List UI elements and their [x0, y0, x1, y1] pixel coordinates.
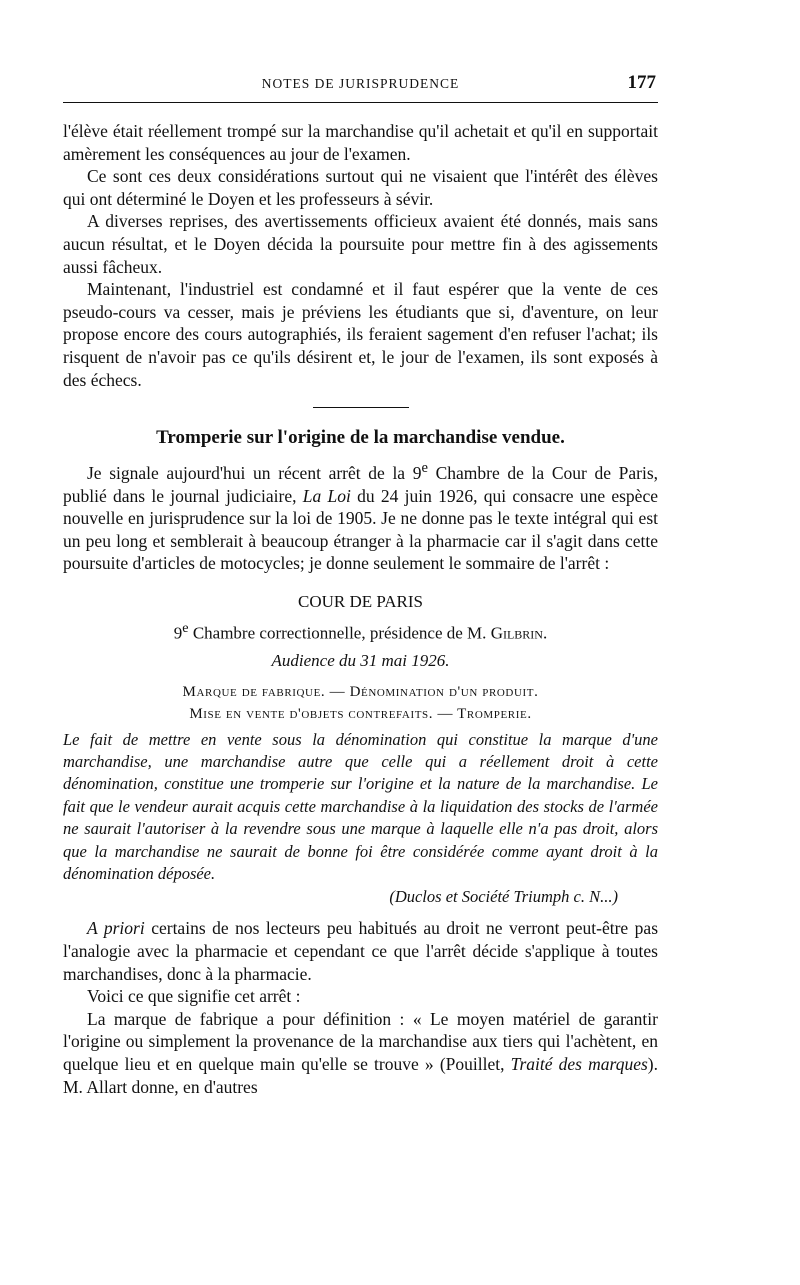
commentary-paragraph-2: Voici ce que signifie cet arrêt :	[87, 986, 301, 1007]
audience-date: Audience du 31 mai 1926.	[271, 650, 450, 670]
intro-paragraph-2: Ce sont ces deux considérations surtout qui ne visaient que l'intérêt des élèves qui ont déterminé le Doyen et les professeurs à sévir.	[63, 166, 658, 209]
header-rule	[63, 102, 658, 103]
commentary-text-3b: ). M. Allart donne, en d'autres	[63, 1053, 658, 1097]
decision-heading-1: Marque de fabrique. — Dénomination d'un produit.	[182, 683, 539, 700]
commentary-text-1: certains de nos lecteurs peu habitués au droit ne verront peut-être pas l'analogie avec la pharmacie et cependant ce que l'arrêt décide s'applique à toutes marchandises, donc à la pharmacie.	[63, 918, 659, 984]
running-title: NOTES DE JURISPRUDENCE	[261, 76, 460, 91]
decision-heading-2: Mise en vente d'objets contrefaits. — Tromperie.	[189, 705, 532, 722]
commentary-text-3a: La marque de fabrique a pour définition : « Le moyen matériel de garantir l'origine ou simplement la provenance de la marchandise aux tiers qui l'achètent, en quelque lieu et en quelque main qu'elle se trouve » (Pouillet,	[63, 1008, 658, 1074]
page-number: 177	[627, 72, 656, 93]
page-body	[63, 120, 658, 1098]
summary-text: Le fait de mettre en vente sous la dénomination qui constitue la marque d'une marchandise, une marchandise autre que celle qui a réellement droit à cette dénomination, constitue une tromperie sur l'origine et la nature de la marchandise. Le fait que le vendeur aurait acquis cette marchandise à la liquidation des stocks de l'armée ne saurait l'autoriser à la revendre sous une marque à laquelle elle n'a pas droit, alors que la marchandise ne saurait de bonne foi être considérée comme ayant droit à la dénomination déposée.	[63, 729, 658, 884]
section-separator	[313, 407, 409, 408]
journal-name: La Loi	[302, 485, 351, 506]
book-title: Traité des marques	[510, 1053, 648, 1074]
president-name: Gilbrin.	[490, 623, 548, 643]
commentary-paragraph-3	[63, 1008, 658, 1098]
chamber-number: 9	[173, 623, 183, 643]
chamber-text: Chambre correctionnelle, présidence de M.	[188, 623, 491, 643]
section-paragraph-1	[63, 457, 658, 575]
ordinal-superscript: e	[421, 460, 428, 477]
chamber-superscript: e	[182, 619, 189, 636]
a-priori-text: A priori	[87, 918, 145, 939]
section-text-c: du 24 juin 1926, qui consacre une espèce nouvelle en jurisprudence sur la loi de 1905. Je ne donne pas le texte intégral qui est un peu long et semblerait à beaucoup étranger à la pharmacie car il s'agit dans cette poursuite d'articles de motocycles; je donne seulement le sommaire de l'arrêt :	[63, 485, 658, 574]
decision-summary	[63, 729, 658, 886]
book-page	[63, 70, 659, 1097]
case-citation: (Duclos et Société Triumph c. N...)	[389, 887, 618, 907]
chamber-line	[63, 615, 658, 647]
court-name: COUR DE PARIS	[297, 591, 424, 611]
section-text-b: Chambre de la Cour de Paris, publié dans le journal judiciaire,	[63, 462, 659, 506]
section-title: Tromperie sur l'origine de la marchandise vendue.	[156, 427, 565, 449]
intro-paragraph-4: Maintenant, l'industriel est condamné et il faut espérer que la vente de ces pseudo-cours va cesser, mais je préviens les étudiants que si, d'aventure, on leur propose encore des cours autographiés, ils feraient sagement d'en refuser l'achat; ils risquent de n'avoir pas ce qu'ils désirent et, le jour de l'examen, ils sont exposés à des échecs.	[63, 279, 658, 390]
intro-paragraph-1: l'élève était réellement trompé sur la marchandise qu'il achetait et qu'il en supportait amèrement les conséquences au jour de l'examen.	[63, 121, 658, 164]
section-text-a: Je signale aujourd'hui un récent arrêt de la 9	[87, 462, 422, 483]
commentary-paragraph-1	[63, 917, 658, 985]
decision-headings	[63, 681, 658, 725]
page-header	[63, 70, 658, 96]
intro-paragraph-3: A diverses reprises, des avertissements officieux avaient été donnés, mais sans aucun résultat, et le Doyen décida la poursuite pour mettre fin à des agissements aussi fâcheux.	[63, 211, 658, 277]
